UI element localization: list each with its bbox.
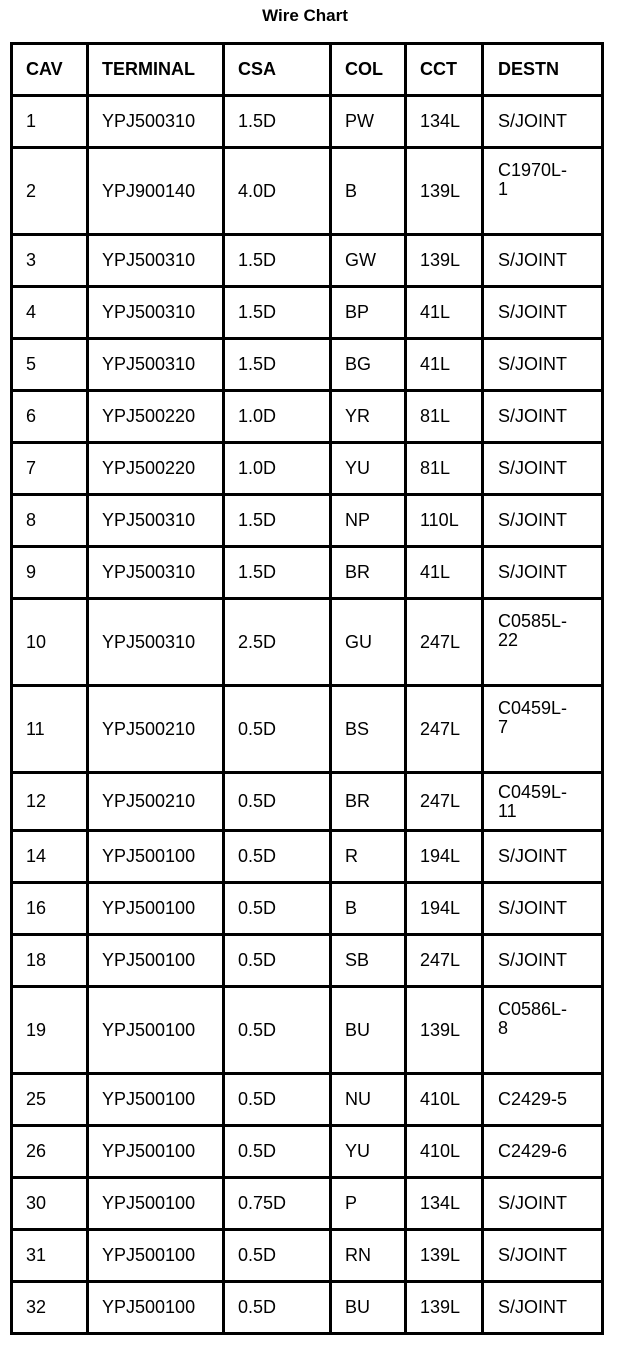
cell-terminal: YPJ500310 (88, 287, 224, 339)
cell-col: YR (331, 391, 406, 443)
cell-terminal: YPJ500310 (88, 96, 224, 148)
cell-csa: 1.0D (224, 391, 331, 443)
cell-terminal: YPJ500100 (88, 1178, 224, 1230)
cell-cct: 139L (406, 987, 483, 1074)
table-body (12, 96, 603, 1334)
header-col: COL (331, 44, 406, 96)
cell-col: BG (331, 339, 406, 391)
header-cct: CCT (406, 44, 483, 96)
cell-col: RN (331, 1230, 406, 1282)
table-row (12, 495, 603, 547)
cell-cav: 30 (12, 1178, 88, 1230)
cell-csa: 0.5D (224, 1074, 331, 1126)
cell-col: NU (331, 1074, 406, 1126)
header-csa: CSA (224, 44, 331, 96)
cell-csa: 0.5D (224, 987, 331, 1074)
table-row (12, 443, 603, 495)
cell-cav: 31 (12, 1230, 88, 1282)
cell-cct: 194L (406, 831, 483, 883)
cell-csa: 0.5D (224, 686, 331, 773)
cell-col: B (331, 148, 406, 235)
cell-destn: S/JOINT (483, 443, 603, 495)
cell-col: BU (331, 1282, 406, 1334)
cell-cav: 32 (12, 1282, 88, 1334)
cell-col: BP (331, 287, 406, 339)
table-row (12, 1074, 603, 1126)
cell-cav: 11 (12, 686, 88, 773)
cell-cav: 25 (12, 1074, 88, 1126)
table-row (12, 599, 603, 686)
table-row (12, 1230, 603, 1282)
table-row (12, 1126, 603, 1178)
cell-cct: 41L (406, 547, 483, 599)
cell-cct: 247L (406, 599, 483, 686)
cell-cct: 139L (406, 1230, 483, 1282)
cell-csa: 0.5D (224, 935, 331, 987)
cell-destn: S/JOINT (483, 287, 603, 339)
cell-col: R (331, 831, 406, 883)
cell-destn: C0585L- 22 (483, 599, 603, 686)
header-terminal: TERMINAL (88, 44, 224, 96)
cell-destn: S/JOINT (483, 1282, 603, 1334)
cell-col: GU (331, 599, 406, 686)
cell-col: PW (331, 96, 406, 148)
cell-terminal: YPJ500220 (88, 443, 224, 495)
cell-destn: C0586L- 8 (483, 987, 603, 1074)
cell-col: BR (331, 773, 406, 831)
cell-col: YU (331, 443, 406, 495)
table-row (12, 686, 603, 773)
cell-terminal: YPJ500310 (88, 235, 224, 287)
cell-destn: S/JOINT (483, 831, 603, 883)
cell-cav: 14 (12, 831, 88, 883)
cell-destn: S/JOINT (483, 391, 603, 443)
table-row (12, 1282, 603, 1334)
cell-terminal: YPJ500210 (88, 686, 224, 773)
cell-csa: 0.5D (224, 1230, 331, 1282)
cell-destn: C0459L- 7 (483, 686, 603, 773)
cell-cct: 139L (406, 1282, 483, 1334)
cell-terminal: YPJ500310 (88, 599, 224, 686)
cell-destn: C2429-6 (483, 1126, 603, 1178)
cell-csa: 1.5D (224, 339, 331, 391)
header-row (12, 44, 603, 96)
cell-csa: 2.5D (224, 599, 331, 686)
cell-cct: 81L (406, 443, 483, 495)
cell-destn: C2429-5 (483, 1074, 603, 1126)
cell-terminal: YPJ500100 (88, 831, 224, 883)
cell-cav: 12 (12, 773, 88, 831)
table-row (12, 96, 603, 148)
table-row (12, 773, 603, 831)
cell-destn: C0459L- 11 (483, 773, 603, 831)
cell-destn: S/JOINT (483, 547, 603, 599)
header-destn: DESTN (483, 44, 603, 96)
cell-col: B (331, 883, 406, 935)
cell-cav: 16 (12, 883, 88, 935)
cell-col: BR (331, 547, 406, 599)
cell-csa: 0.5D (224, 1126, 331, 1178)
table-row (12, 935, 603, 987)
cell-cct: 81L (406, 391, 483, 443)
cell-terminal: YPJ500310 (88, 339, 224, 391)
wire-chart-table (10, 42, 604, 1335)
cell-terminal: YPJ500100 (88, 883, 224, 935)
cell-destn: S/JOINT (483, 339, 603, 391)
header-cav: CAV (12, 44, 88, 96)
cell-terminal: YPJ500220 (88, 391, 224, 443)
cell-terminal: YPJ900140 (88, 148, 224, 235)
table-row (12, 1178, 603, 1230)
cell-csa: 0.75D (224, 1178, 331, 1230)
table-row (12, 287, 603, 339)
cell-cav: 19 (12, 987, 88, 1074)
cell-cav: 4 (12, 287, 88, 339)
cell-terminal: YPJ500100 (88, 935, 224, 987)
cell-col: SB (331, 935, 406, 987)
cell-cav: 18 (12, 935, 88, 987)
page-title: Wire Chart (262, 6, 348, 25)
cell-cct: 247L (406, 773, 483, 831)
cell-csa: 0.5D (224, 1282, 331, 1334)
cell-cct: 410L (406, 1126, 483, 1178)
cell-cct: 139L (406, 235, 483, 287)
cell-col: YU (331, 1126, 406, 1178)
cell-cct: 194L (406, 883, 483, 935)
cell-cct: 247L (406, 935, 483, 987)
table-row (12, 235, 603, 287)
cell-destn: S/JOINT (483, 935, 603, 987)
cell-terminal: YPJ500100 (88, 987, 224, 1074)
cell-terminal: YPJ500100 (88, 1126, 224, 1178)
table-row (12, 148, 603, 235)
cell-csa: 1.5D (224, 495, 331, 547)
cell-csa: 1.5D (224, 547, 331, 599)
cell-cav: 10 (12, 599, 88, 686)
cell-cav: 8 (12, 495, 88, 547)
cell-destn: S/JOINT (483, 1230, 603, 1282)
cell-col: BU (331, 987, 406, 1074)
cell-cav: 6 (12, 391, 88, 443)
cell-destn: S/JOINT (483, 495, 603, 547)
cell-csa: 4.0D (224, 148, 331, 235)
table-row (12, 987, 603, 1074)
table-row (12, 547, 603, 599)
cell-terminal: YPJ500100 (88, 1074, 224, 1126)
cell-csa: 1.5D (224, 235, 331, 287)
cell-destn: S/JOINT (483, 883, 603, 935)
table-row (12, 391, 603, 443)
cell-cct: 134L (406, 96, 483, 148)
cell-col: BS (331, 686, 406, 773)
cell-terminal: YPJ500310 (88, 495, 224, 547)
cell-col: P (331, 1178, 406, 1230)
cell-col: NP (331, 495, 406, 547)
cell-cav: 1 (12, 96, 88, 148)
cell-csa: 0.5D (224, 883, 331, 935)
cell-csa: 1.5D (224, 96, 331, 148)
cell-cct: 134L (406, 1178, 483, 1230)
cell-terminal: YPJ500210 (88, 773, 224, 831)
cell-cct: 139L (406, 148, 483, 235)
table-row (12, 883, 603, 935)
cell-cav: 2 (12, 148, 88, 235)
cell-cav: 5 (12, 339, 88, 391)
cell-cct: 247L (406, 686, 483, 773)
cell-cav: 9 (12, 547, 88, 599)
cell-destn: S/JOINT (483, 1178, 603, 1230)
cell-cct: 410L (406, 1074, 483, 1126)
table-row (12, 339, 603, 391)
cell-terminal: YPJ500100 (88, 1282, 224, 1334)
cell-csa: 1.0D (224, 443, 331, 495)
cell-destn: C1970L- 1 (483, 148, 603, 235)
cell-cav: 26 (12, 1126, 88, 1178)
cell-cct: 110L (406, 495, 483, 547)
cell-csa: 0.5D (224, 831, 331, 883)
cell-csa: 1.5D (224, 287, 331, 339)
cell-destn: S/JOINT (483, 235, 603, 287)
cell-terminal: YPJ500310 (88, 547, 224, 599)
cell-destn: S/JOINT (483, 96, 603, 148)
cell-csa: 0.5D (224, 773, 331, 831)
cell-cct: 41L (406, 287, 483, 339)
cell-cav: 3 (12, 235, 88, 287)
cell-col: GW (331, 235, 406, 287)
cell-cav: 7 (12, 443, 88, 495)
table-row (12, 831, 603, 883)
cell-terminal: YPJ500100 (88, 1230, 224, 1282)
cell-cct: 41L (406, 339, 483, 391)
